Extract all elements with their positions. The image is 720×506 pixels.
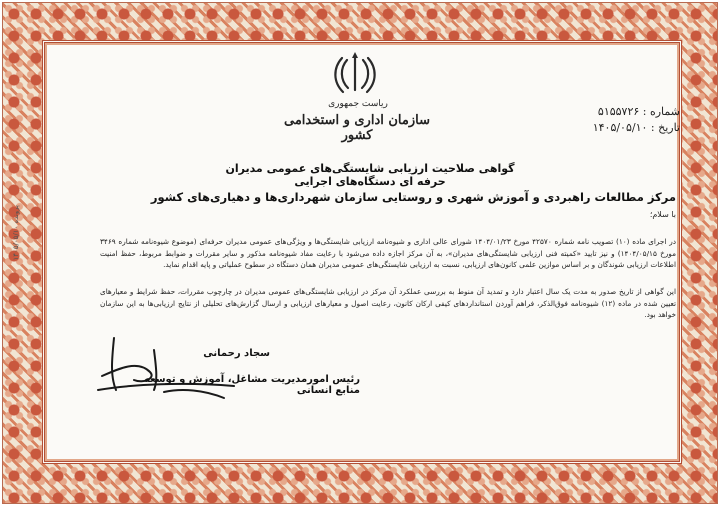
organization-name: سازمان اداری و استخدامی کشور <box>284 113 430 143</box>
body-paragraph-1: در اجرای ماده (۱۰) تصویب نامه شماره ۴۲۵۷۰ مورخ ۱۴۰۴/۰۱/۲۳ شورای عالی اداری و شیوه‌نامه ارزیابی شایستگی‌ها و ویژگی‌های عمومی مدیران حرفه‌ای (موضوع شیوه‌نامه شماره ۳۴۶۹ مورخ ۱۴۰۴/۰۵/۱۵) و نیز تایید «کمیته فنی ارزیابی شایستگی‌های مدیران»، به آن مرکز اجازه داده می‌شود با رعایت مفاد شیوه‌نامه مذکور و سایر مقررات و ضوابط مربوط، حفظ امنیت اطلاعات ارزیابی شوندگان و بر اساس موازین علمی کانون‌های ارزیابی، نسبت به ارزیابی شایستگی‌های عمومی مدیران همان دستگاه در سطوح عملیاتی و پایه اقدام نماید. <box>100 237 676 269</box>
date-label: تاریخ : <box>650 121 680 134</box>
handwritten-signature <box>94 332 244 412</box>
number-value: ۵۱۵۵۷۲۶ <box>597 105 640 118</box>
letter-date <box>560 121 680 134</box>
iran-emblem-icon <box>330 50 380 98</box>
salutation: با سلام؛ <box>649 210 676 219</box>
letter-number <box>560 105 680 118</box>
date-value: ۱۴۰۵/۰۵/۱۰ <box>592 121 648 134</box>
body-paragraph-2: این گواهی از تاریخ صدور به مدت یک سال اعتبار دارد و تمدید آن منوط به بررسی عملکرد آن مرکز در ارزیابی شایستگی‌های عمومی مدیران در چارچوب مقررات، حفظ شرایط و معیارهای تعیین شده در ماده (۱۲) شیوه‌نامه فوق‌الذکر، فراهم آوردن استانداردهای کیفی ارکان کانون، رعایت اصول و معیارهای ارزیابی و ارسال گزارش‌های تحلیلی از نتایج ارزیابی‌ها به این سازمان خواهد بود. <box>100 287 676 319</box>
side-note: ۱۴۰۵/۰۵/۱۰ پرونده <box>12 205 20 261</box>
presidency-label: ریاست جمهوری <box>328 99 388 109</box>
recipient: مرکز مطالعات راهبردی و آموزش شهری و روستایی سازمان شهرداری‌ها و دهیاری‌های کشور <box>150 190 676 204</box>
signatory-title: رئیس امورمدیریت مشاغل، آموزش و توسعه منابع انسانی <box>144 374 360 396</box>
certificate-title: گواهی صلاحیت ارزیابی شایستگی‌های عمومی مدیران حرفه ای دستگاه‌های اجرایی <box>225 162 515 188</box>
signatory-name: سجاد رحمانی <box>203 348 270 359</box>
number-label: شماره : <box>642 105 680 118</box>
